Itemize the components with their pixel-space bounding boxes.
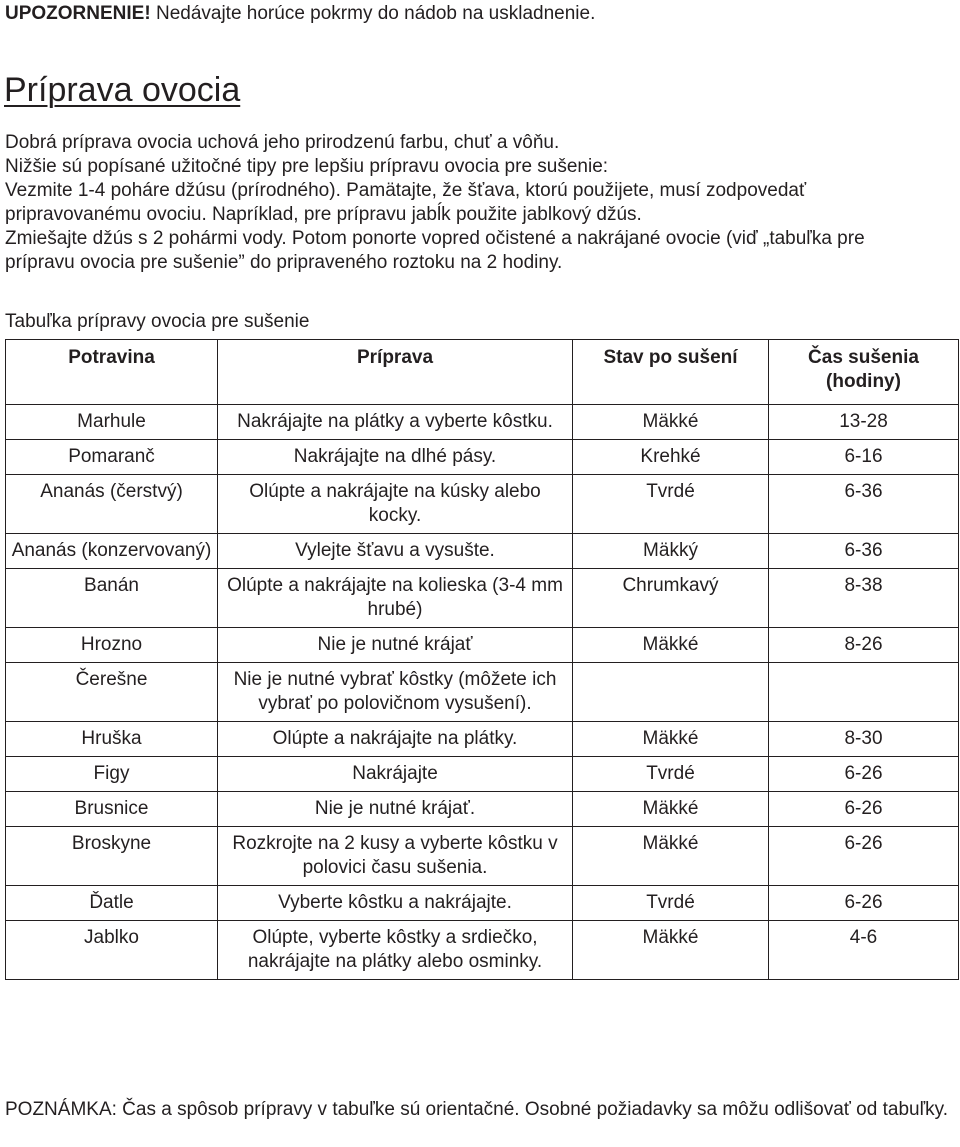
cell-food: Banán xyxy=(6,569,218,628)
cell-state: Mäkké xyxy=(573,921,769,980)
table-row xyxy=(6,663,959,722)
header-preparation: Príprava xyxy=(218,340,573,405)
cell-state: Mäkký xyxy=(573,534,769,569)
cell-preparation: Olúpte a nakrájajte na kolieska (3-4 mm hrubé) xyxy=(218,569,573,628)
header-food: Potravina xyxy=(6,340,218,405)
table-row xyxy=(6,757,959,792)
cell-food: Figy xyxy=(6,757,218,792)
cell-time: 13-28 xyxy=(769,405,959,440)
cell-state: Chrumkavý xyxy=(573,569,769,628)
warning-label: UPOZORNENIE! xyxy=(5,3,151,24)
header-state: Stav po sušení xyxy=(573,340,769,405)
cell-preparation: Nakrájajte na plátky a vyberte kôstku. xyxy=(218,405,573,440)
cell-food: Broskyne xyxy=(6,827,218,886)
cell-preparation: Olúpte a nakrájajte na plátky. xyxy=(218,722,573,757)
footnote: POZNÁMKA: Čas a spôsob prípravy v tabuľke sú orientačné. Osobné požiadavky sa môžu odlišovať od tabuľky. xyxy=(5,1099,948,1120)
cell-food: Ananás (čerstvý) xyxy=(6,475,218,534)
intro-line: Vezmite 1-4 poháre džúsu (prírodného). Pamätajte, že šťava, ktorú použijete, musí zodpovedať xyxy=(5,180,807,201)
cell-preparation: Nie je nutné krájať xyxy=(218,628,573,663)
table-row xyxy=(6,921,959,980)
cell-state: Tvrdé xyxy=(573,475,769,534)
table-row xyxy=(6,628,959,663)
cell-food: Brusnice xyxy=(6,792,218,827)
cell-preparation: Vylejte šťavu a vysušte. xyxy=(218,534,573,569)
cell-time: 6-36 xyxy=(769,534,959,569)
cell-preparation: Nie je nutné krájať. xyxy=(218,792,573,827)
intro-line: Dobrá príprava ovocia uchová jeho prirodzenú farbu, chuť a vôňu. xyxy=(5,132,560,153)
cell-preparation: Rozkrojte na 2 kusy a vyberte kôstku v polovici času sušenia. xyxy=(218,827,573,886)
page-title: Príprava ovocia xyxy=(4,71,241,109)
cell-time: 6-26 xyxy=(769,757,959,792)
cell-state: Mäkké xyxy=(573,405,769,440)
cell-time: 6-26 xyxy=(769,792,959,827)
cell-food: Pomaranč xyxy=(6,440,218,475)
intro-line: pripravovanému ovociu. Napríklad, pre prípravu jabĺk použite jablkový džús. xyxy=(5,204,642,225)
cell-state: Tvrdé xyxy=(573,886,769,921)
cell-food: Jablko xyxy=(6,921,218,980)
cell-food: Ananás (konzervovaný) xyxy=(6,534,218,569)
intro-line: Nižšie sú popísané užitočné tipy pre lepšiu prípravu ovocia pre sušenie: xyxy=(5,156,609,177)
cell-time: 6-16 xyxy=(769,440,959,475)
table-row xyxy=(6,722,959,757)
cell-preparation: Vyberte kôstku a nakrájajte. xyxy=(218,886,573,921)
cell-food: Marhule xyxy=(6,405,218,440)
warning-line xyxy=(5,2,595,26)
cell-time xyxy=(769,663,959,722)
cell-time: 6-26 xyxy=(769,827,959,886)
cell-time: 6-26 xyxy=(769,886,959,921)
cell-time: 8-26 xyxy=(769,628,959,663)
table-header-row xyxy=(6,340,959,405)
cell-time: 8-30 xyxy=(769,722,959,757)
table-caption: Tabuľka prípravy ovocia pre sušenie xyxy=(5,311,310,332)
table-row xyxy=(6,792,959,827)
cell-food: Hrozno xyxy=(6,628,218,663)
cell-preparation: Nie je nutné vybrať kôstky (môžete ich vybrať po polovičnom vysušení). xyxy=(218,663,573,722)
header-drying-time: Čas sušenia (hodiny) xyxy=(769,340,959,405)
table-row xyxy=(6,405,959,440)
cell-state: Mäkké xyxy=(573,792,769,827)
cell-preparation: Olúpte, vyberte kôstky a srdiečko, nakrájajte na plátky alebo osminky. xyxy=(218,921,573,980)
cell-time: 4-6 xyxy=(769,921,959,980)
cell-state: Tvrdé xyxy=(573,757,769,792)
intro-line: prípravu ovocia pre sušenie” do pripraveného roztoku na 2 hodiny. xyxy=(5,252,563,273)
cell-state xyxy=(573,663,769,722)
cell-food: Hruška xyxy=(6,722,218,757)
table-row xyxy=(6,886,959,921)
cell-state: Krehké xyxy=(573,440,769,475)
cell-state: Mäkké xyxy=(573,628,769,663)
cell-state: Mäkké xyxy=(573,827,769,886)
cell-preparation: Nakrájajte xyxy=(218,757,573,792)
cell-time: 6-36 xyxy=(769,475,959,534)
cell-time: 8-38 xyxy=(769,569,959,628)
warning-text: Nedávajte horúce pokrmy do nádob na uskladnenie. xyxy=(150,3,596,24)
cell-state: Mäkké xyxy=(573,722,769,757)
intro-paragraph xyxy=(5,131,960,275)
table-row xyxy=(6,440,959,475)
table-row xyxy=(6,569,959,628)
table-row xyxy=(6,827,959,886)
cell-food: Ďatle xyxy=(6,886,218,921)
fruit-preparation-table xyxy=(5,339,959,980)
cell-food: Čerešne xyxy=(6,663,218,722)
intro-line: Zmiešajte džús s 2 pohármi vody. Potom ponorte vopred očistené a nakrájané ovocie (viď „tabuľka pre xyxy=(5,228,865,249)
cell-preparation: Nakrájajte na dlhé pásy. xyxy=(218,440,573,475)
table-row xyxy=(6,534,959,569)
cell-preparation: Olúpte a nakrájajte na kúsky alebo kocky. xyxy=(218,475,573,534)
table-row xyxy=(6,475,959,534)
